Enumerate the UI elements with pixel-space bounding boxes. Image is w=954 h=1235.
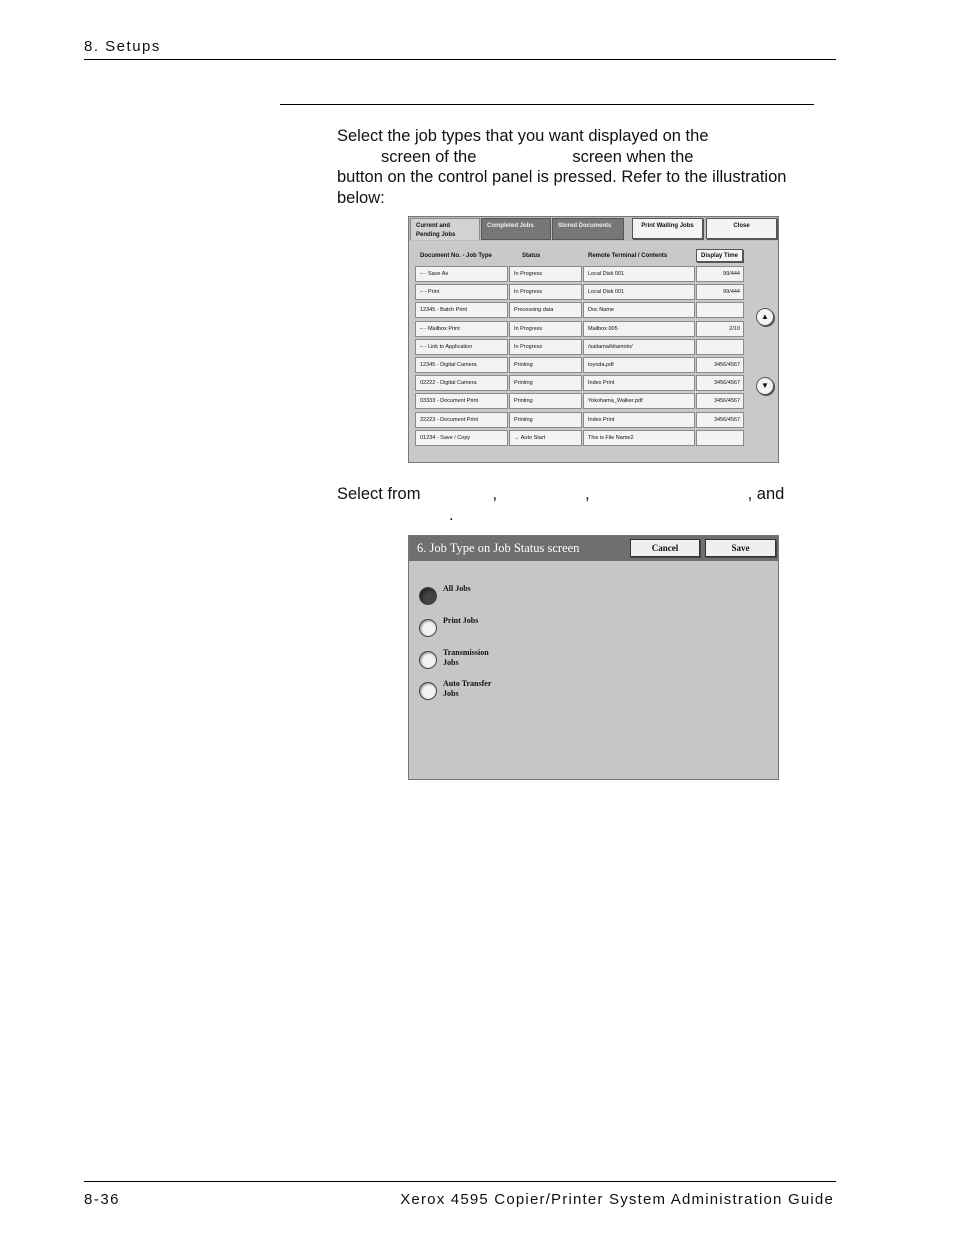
cell-remote: /saitama/kitamoto/ (583, 339, 695, 355)
save-button[interactable]: Save (705, 539, 776, 557)
cell-status: Printing (509, 357, 582, 373)
intro-line-4: below: (337, 188, 385, 207)
cancel-button[interactable]: Cancel (630, 539, 700, 557)
table-row[interactable] (415, 430, 745, 446)
radio-selected-icon[interactable] (419, 587, 437, 605)
option-auto-transfer-jobs[interactable] (419, 679, 503, 700)
cell-doc: – - Mailbox Print (415, 321, 508, 337)
cell-count (696, 339, 744, 355)
cell-status: In Progress (509, 266, 582, 282)
tab-stored-documents[interactable]: Stored Documents (552, 218, 624, 240)
cell-remote: toyoda.pdf (583, 357, 695, 373)
select-line-2 (337, 505, 797, 526)
option-label: Transmission Jobs (443, 648, 489, 667)
table-row[interactable] (415, 284, 745, 300)
intro-line-1: Select the job types that you want displayed on the (337, 127, 709, 145)
cell-remote: Local Disk 001 (583, 266, 695, 282)
intro-paragraph (337, 126, 817, 208)
cell-status: Processing data (509, 302, 582, 318)
cell-remote: Index Print (583, 375, 695, 391)
section-rule (280, 104, 814, 105)
cell-status: In Progress (509, 339, 582, 355)
footer-rule (84, 1181, 836, 1182)
cell-doc: 01234 - Save / Copy (415, 430, 508, 446)
option-print-jobs[interactable] (419, 616, 503, 637)
select-paragraph (337, 484, 797, 525)
select-line-1a: Select from (337, 485, 421, 503)
cell-remote: This is File Name2 (583, 430, 695, 446)
column-header-remote: Remote Terminal / Contents (588, 253, 668, 259)
page-number: 8-36 (84, 1191, 121, 1208)
header-rule (84, 59, 836, 60)
scroll-down-icon[interactable]: ▼ (756, 377, 774, 395)
intro-line-3: button on the control panel is pressed. Refer to the illustration (337, 168, 787, 186)
cell-doc: 12345 - Digital Camera (415, 357, 508, 373)
cell-remote: Index Print (583, 412, 695, 428)
cell-remote: Mailbox 005 (583, 321, 695, 337)
cell-count (696, 302, 744, 318)
cell-doc: 12345 - Batch Print (415, 302, 508, 318)
cell-status: Printing (509, 393, 582, 409)
radio-icon[interactable] (419, 619, 437, 637)
intro-line-2a: screen of the (381, 147, 477, 166)
select-comma-1: , (492, 485, 498, 503)
select-period: . (449, 505, 454, 524)
cell-status: Printing (509, 412, 582, 428)
table-row[interactable] (415, 393, 745, 409)
table-row[interactable] (415, 412, 745, 428)
cell-status: In Progress (509, 321, 582, 337)
cell-count: 3456/4567 (696, 375, 744, 391)
option-label: Print Jobs (443, 616, 479, 625)
cell-status: → Auto Start (509, 430, 582, 446)
intro-line-2b: screen when the (572, 147, 694, 166)
cell-count: 3456/4567 (696, 357, 744, 373)
cell-remote: Doc Name (583, 302, 695, 318)
display-time-button[interactable]: Display Time (696, 249, 743, 262)
cell-count (696, 430, 744, 446)
table-row[interactable] (415, 266, 745, 282)
radio-icon[interactable] (419, 651, 437, 669)
footer-title: Xerox 4595 Copier/Printer System Administration Guide (400, 1191, 834, 1208)
job-type-title-bar (409, 536, 778, 561)
select-comma-2: , (585, 485, 590, 503)
job-type-screen (408, 535, 779, 780)
print-waiting-jobs-button[interactable]: Print Waiting Jobs (632, 218, 703, 239)
cell-doc: – - Save As (415, 266, 508, 282)
tab-current-and-pending-jobs[interactable]: Current and Pending Jobs (410, 218, 480, 240)
job-status-tab-bar (409, 217, 778, 241)
job-type-title: 6. Job Type on Job Status screen (417, 541, 580, 555)
cell-remote: Yokohama_Walker.pdf (583, 393, 695, 409)
table-row[interactable] (415, 375, 745, 391)
table-row[interactable] (415, 302, 745, 318)
option-label: Auto Transfer Jobs (443, 679, 492, 698)
running-header: 8. Setups (84, 38, 161, 55)
scroll-up-icon[interactable]: ▲ (756, 308, 774, 326)
cell-doc: 22223 - Document Print (415, 412, 508, 428)
table-row[interactable] (415, 357, 745, 373)
column-header-status: Status (522, 253, 541, 259)
cell-count: 3456/4567 (696, 393, 744, 409)
select-line-1 (337, 484, 797, 505)
job-list (415, 266, 745, 448)
cell-count: 99/444 (696, 266, 744, 282)
cell-doc: 02222 - Digital Camera (415, 375, 508, 391)
cell-doc: 03333 - Document Print (415, 393, 508, 409)
cell-remote: Local Disk 001 (583, 284, 695, 300)
table-row[interactable] (415, 321, 745, 337)
radio-icon[interactable] (419, 682, 437, 700)
cell-status: Printing (509, 375, 582, 391)
cell-doc: – - Print (415, 284, 508, 300)
option-all-jobs[interactable] (419, 584, 503, 605)
cell-status: In Progress (509, 284, 582, 300)
option-label: All Jobs (443, 584, 471, 593)
column-header-document: Document No. - Job Type (420, 253, 492, 259)
cell-count: 2/10 (696, 321, 744, 337)
cell-count: 99/444 (696, 284, 744, 300)
cell-doc: – - Link to Application (415, 339, 508, 355)
option-transmission-jobs[interactable] (419, 648, 503, 669)
job-status-screen (408, 216, 779, 463)
close-button[interactable]: Close (706, 218, 777, 239)
table-row[interactable] (415, 339, 745, 355)
cell-count: 3456/4567 (696, 412, 744, 428)
select-and: , and (747, 485, 785, 503)
tab-completed-jobs[interactable]: Completed Jobs (481, 218, 551, 240)
intro-line-2 (337, 147, 817, 168)
